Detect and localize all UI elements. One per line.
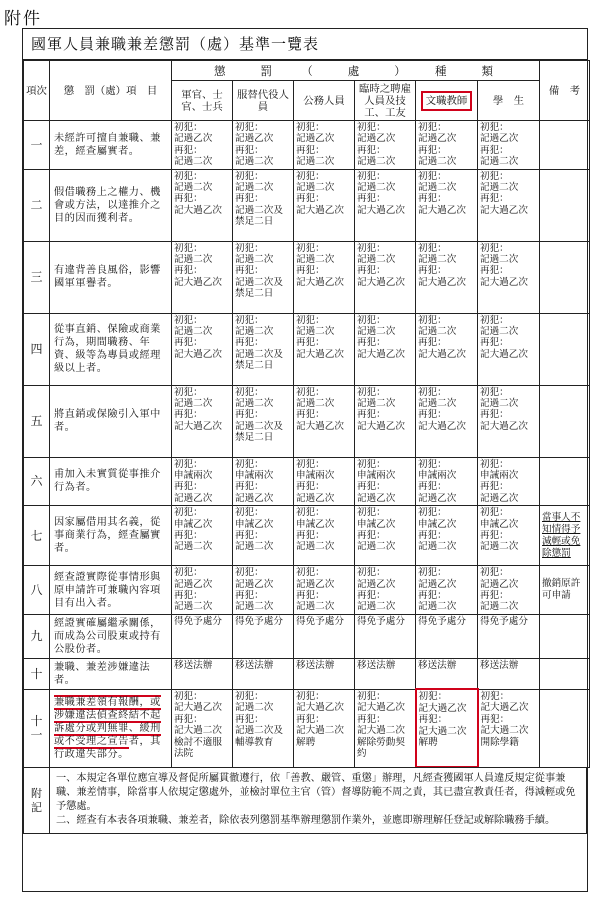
penalty-cell: 初犯： 申誡兩次 再犯： 記過乙次 (355, 457, 416, 506)
penalty-cell: 初犯： 記過乙次 再犯： 記過二次 (294, 566, 355, 615)
row-item: 將直銷或保險引入軍中者。 (50, 385, 172, 457)
penalty-cell: 初犯： 記過二次 再犯： 記過二次及禁足二日 (233, 169, 294, 241)
penalty-cell: 初犯： 申誡乙次 再犯： 記過二次 (172, 506, 233, 566)
penalty-cell: 初犯： 記過二次 再犯： 記大過乙次 (172, 169, 233, 241)
row-number: 五 (24, 385, 50, 457)
row-number: 四 (24, 313, 50, 385)
penalty-cell: 初犯： 申誡乙次 再犯： 記過二次 (416, 506, 478, 566)
table-row (24, 385, 590, 457)
penalty-cell: 初犯： 記過乙次 再犯： 記過二次 (294, 121, 355, 170)
penalty-cell: 初犯： 記過乙次 再犯： 記過二次 (233, 566, 294, 615)
table-row (24, 241, 590, 313)
penalty-cell: 初犯： 記過二次 再犯： 記大過乙次 (355, 241, 416, 313)
header-col-student: 學 生 (478, 81, 540, 121)
row-item: 經證實確屬繼承關係，而成為公司股東或持有公股份者。 (50, 614, 172, 658)
penalty-cell: 初犯： 申誡乙次 再犯： 記過二次 (478, 506, 540, 566)
penalty-cell: 初犯： 記過二次 再犯： 記大過乙次 (172, 313, 233, 385)
row-item: 從事直銷、保險或商業行為，期間職務、年資、級等為專員或經理級以上者。 (50, 313, 172, 385)
penalty-cell: 移送法辦 (233, 658, 294, 689)
penalty-cell: 初犯： 記過乙次 再犯： 記過二次 (233, 121, 294, 170)
penalty-cell: 初犯： 記大過乙次 再犯： 記大過二次檢討不適服法院 (172, 689, 233, 767)
penalty-cell: 初犯： 記過二次 再犯： 記過二次及禁足二日 (233, 313, 294, 385)
row-remark: 當事人不知情得予減輕或免除懲罰 (540, 506, 590, 566)
row-remark (540, 241, 590, 313)
header-col-civil: 公務人員 (294, 81, 355, 121)
table-row (24, 169, 590, 241)
header-item-no: 項次 (24, 61, 50, 121)
row-remark (540, 658, 590, 689)
penalty-cell: 得免予處分 (355, 614, 416, 658)
row-remark: 撤銷原許可申請 (540, 566, 590, 615)
penalty-cell: 初犯： 記過乙次 再犯： 記過二次 (172, 566, 233, 615)
penalty-table (23, 60, 590, 768)
table-row (24, 313, 590, 385)
penalty-cell: 初犯： 申誡兩次 再犯： 記過乙次 (233, 457, 294, 506)
penalty-cell: 初犯： 申誡兩次 再犯： 記過乙次 (294, 457, 355, 506)
penalty-cell: 初犯： 記過二次 再犯： 記大過乙次 (294, 241, 355, 313)
row-remark (540, 614, 590, 658)
row-number: 七 (24, 506, 50, 566)
row-item: 甫加入未實質從事推介行為者。 (50, 457, 172, 506)
penalty-cell: 得免予處分 (416, 614, 478, 658)
penalty-cell: 初犯： 記過二次 再犯： 記大過乙次 (355, 313, 416, 385)
penalty-cell: 初犯： 記過乙次 再犯： 記過二次 (416, 121, 478, 170)
table-row (24, 566, 590, 615)
appendix-table (23, 767, 587, 834)
penalty-cell: 初犯： 記過乙次 再犯： 記過二次 (478, 121, 540, 170)
row-item: 經查證實際從事情形與原申請許可兼職內容項目有出入者。 (50, 566, 172, 615)
penalty-cell: 初犯： 記過二次 再犯： 記過二次及禁足二日 (233, 385, 294, 457)
penalty-cell: 得免予處分 (233, 614, 294, 658)
row-remark (540, 169, 590, 241)
penalty-cell: 初犯： 記過二次 再犯： 記大過乙次 (355, 169, 416, 241)
row-item: 假借職務上之權力、機會或方法，以達推介之目的因而獲利者。 (50, 169, 172, 241)
penalty-cell: 初犯： 記過二次 再犯： 記過二次及輔導教育 (233, 689, 294, 767)
penalty-cell: 初犯： 記過二次 再犯： 記大過乙次 (355, 385, 416, 457)
penalty-cell: 初犯： 記過二次 再犯： 記過二次及禁足二日 (233, 241, 294, 313)
appendix-note-2: 二、經查有本表各項兼職、兼差者，除依表列懲罰基準辦理懲罰作業外，並應即辦理解任登記或解除職務手續。 (56, 815, 556, 827)
row-item: 未經許可擅自兼職、兼差，經查屬實者。 (50, 121, 172, 170)
penalty-cell: 初犯： 記過二次 再犯： 記大過乙次 (416, 313, 478, 385)
row-item: 因家屬借用其名義，從事商業行為，經查屬實者。 (50, 506, 172, 566)
penalty-cell: 移送法辦 (416, 658, 478, 689)
penalty-cell: 初犯： 記過二次 再犯： 記大過乙次 (416, 169, 478, 241)
penalty-cell: 初犯： 記過二次 再犯： 記大過乙次 (416, 241, 478, 313)
row-number: 十 (24, 658, 50, 689)
penalty-cell: 初犯： 記過二次 再犯： 記大過乙次 (294, 169, 355, 241)
row-item: 兼職兼差領有報酬，或涉嫌違法偵查終結不起訴處分或判無罪、緩刑或不受理之宣告者，其行政違失部分。 (54, 696, 161, 760)
header-col-substitute: 服替代役人員 (233, 81, 294, 121)
row-number: 二 (24, 169, 50, 241)
penalty-cell: 移送法辦 (294, 658, 355, 689)
penalty-cell: 移送法辦 (355, 658, 416, 689)
penalty-cell: 得免予處分 (478, 614, 540, 658)
row-item: 兼職、兼差涉嫌違法者。 (50, 658, 172, 689)
penalty-cell: 初犯： 記大過乙次 再犯： 記大過二次解聘 (416, 689, 478, 767)
penalty-cell: 初犯： 記過乙次 再犯： 記過二次 (172, 121, 233, 170)
row-remark (540, 457, 590, 506)
appendix-note-1: 一、本規定各單位應宣導及督促所屬貫徹遵行，依「善教、嚴管、重懲」辦理，凡經查獲國軍人員違反規定從事兼職、兼差情事，除當事人依規定懲處外，並檢討單位主官（管）督導防範不周之責，其已盡宣教責任者，得減輕或免予懲處。 (56, 773, 576, 813)
row-remark (540, 385, 590, 457)
penalty-cell: 初犯： 記大過乙次 再犯： 記大過二次解除勞動契約 (355, 689, 416, 767)
penalty-cell: 移送法辦 (172, 658, 233, 689)
row-number: 九 (24, 614, 50, 658)
penalty-cell: 初犯： 記過二次 再犯： 記大過乙次 (478, 385, 540, 457)
row-number: 一 (24, 121, 50, 170)
penalty-cell: 移送法辦 (478, 658, 540, 689)
table-row (24, 457, 590, 506)
attachment-label: 附件 (4, 9, 42, 29)
penalty-cell: 初犯： 記過乙次 再犯： 記過二次 (355, 566, 416, 615)
penalty-cell: 初犯： 記大過乙次 再犯： 記大過二次解聘 (294, 689, 355, 767)
penalty-cell: 初犯： 記過二次 再犯： 記大過乙次 (294, 385, 355, 457)
penalty-cell: 初犯： 記過乙次 再犯： 記過二次 (355, 121, 416, 170)
row-item: 有違背善良風俗，影響國軍軍譽者。 (50, 241, 172, 313)
penalty-cell: 初犯： 申誡乙次 再犯： 記過二次 (355, 506, 416, 566)
penalty-cell: 初犯： 記過二次 再犯： 記大過乙次 (416, 385, 478, 457)
penalty-table-sheet (22, 28, 588, 892)
penalty-cell: 初犯： 申誡兩次 再犯： 記過乙次 (416, 457, 478, 506)
header-remark: 備 考 (540, 61, 590, 121)
table-row (24, 614, 590, 658)
penalty-cell: 初犯： 記過二次 再犯： 記大過乙次 (294, 313, 355, 385)
table-row (24, 121, 590, 170)
row-remark (540, 689, 590, 767)
penalty-cell: 初犯： 記過二次 再犯： 記大過乙次 (478, 169, 540, 241)
table-row (24, 689, 590, 767)
penalty-cell: 初犯： 記過乙次 再犯： 記過二次 (478, 566, 540, 615)
penalty-cell: 得免予處分 (172, 614, 233, 658)
row-number: 八 (24, 566, 50, 615)
penalty-cell: 初犯： 記過二次 再犯： 記大過乙次 (172, 385, 233, 457)
penalty-cell: 初犯： 申誡乙次 再犯： 記過二次 (294, 506, 355, 566)
penalty-cell: 得免予處分 (294, 614, 355, 658)
row-number: 十一 (24, 689, 50, 767)
header-col-military: 軍官、士官、士兵 (172, 81, 233, 121)
header-col-temp: 臨時之聘雇人員及技工、工友 (355, 81, 416, 121)
row-remark (540, 121, 590, 170)
doc-title: 國軍人員兼職兼差懲罰（處）基準一覽表 (23, 29, 587, 60)
penalty-cell: 初犯： 記過乙次 再犯： 記過二次 (416, 566, 478, 615)
appendix-label: 附記 (24, 768, 50, 834)
penalty-cell: 初犯： 記過二次 再犯： 記大過乙次 (478, 313, 540, 385)
penalty-cell: 初犯： 記過二次 再犯： 記大過乙次 (478, 241, 540, 313)
penalty-cell: 初犯： 申誡乙次 再犯： 記過二次 (233, 506, 294, 566)
row-remark (540, 313, 590, 385)
header-col-teacher: 文職教師 (421, 91, 473, 111)
penalty-cell: 初犯： 申誡兩次 再犯： 記過乙次 (172, 457, 233, 506)
header-penalty-group: 懲 罰 （ 處 ） 種 類 (172, 61, 540, 81)
table-row (24, 658, 590, 689)
penalty-cell: 初犯： 記大過乙次 再犯： 記大過二次開除學籍 (478, 689, 540, 767)
header-item: 懲 罰（處）項 目 (50, 61, 172, 121)
table-row (24, 506, 590, 566)
penalty-cell: 初犯： 申誡兩次 再犯： 記過乙次 (478, 457, 540, 506)
row-number: 六 (24, 457, 50, 506)
penalty-cell: 初犯： 記過二次 再犯： 記大過乙次 (172, 241, 233, 313)
row-number: 三 (24, 241, 50, 313)
